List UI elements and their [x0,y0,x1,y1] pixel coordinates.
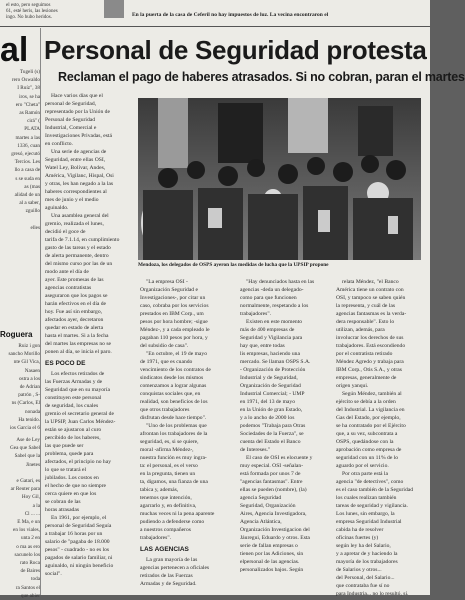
article-text-line: origen yanqui. [336,383,369,389]
left-column-line: sacunelo los [14,551,40,558]
article-text-line: seguridad con un 11% de lo [336,455,399,461]
left-column-line: elles [30,224,40,231]
left-column-line: nte Gil Vica, [13,359,40,366]
article-text-line: por el contratista retirado [336,351,393,357]
left-column-line: Tercios. Les [14,159,40,166]
article-text-line: moral -afirma Méndez-, [140,447,194,453]
article-text-line: personalizados bajos. Según [240,567,304,573]
left-column-line: llo a casa de [14,167,40,174]
article-text-line: Gas del Estado, por ejemplo, [336,415,401,421]
article-text-line: Seguridad y Vigilancia para [240,335,303,341]
article-text-line: utilizan, además, para [336,327,385,333]
top-strip-line: 61, esté heris, las lesiones [6,9,58,14]
article-text-line: están se ajustaron al curo [45,427,102,433]
left-column-line: de Adrian [19,384,40,390]
article-text-line: del subsidio de casa". [140,343,189,349]
article-text-line: El caso de OSI es elocuente y [246,455,313,461]
article-paragraph [240,454,330,574]
article-text-line: disfrutan desde hace tiempo". [140,415,207,421]
article-text-line: pagados de salario familiar, ni [45,555,113,561]
article-text-line: lo que se tratará el [45,467,86,473]
left-column-line: toda [31,576,40,583]
article-text-line: "En octubre, el 19 de mayo [146,351,207,357]
article-text-line: seguridad, es, si se quiere, [140,439,199,445]
article-text-line: quedar en estado de alerta [45,325,104,331]
article-text-line: y otras, les han negado a la las [45,181,114,187]
article-text-line: trabajadores". [240,311,272,317]
top-strip-left-text [6,3,96,21]
article-text-line: Jáuregui, Eduardo y otros. Esta [240,535,310,541]
article-text-line: ponen al día, se inicia el paro. [45,349,112,355]
article-text-line: conquistas sociales que, en [140,391,201,397]
article-text-line: hoy. Fue así sin embargo, [45,309,103,315]
article-text-line: "agencias fantasmas". Entre [240,479,303,485]
article-text-line: los cuales realizan también [336,495,397,501]
article-headline: Personal de Seguridad protesta [44,35,427,65]
article-text-line: de seguridad, los cuales [45,403,99,409]
article-paragraph [140,422,232,542]
top-strip-line: el esto, pero seguimos [6,3,51,8]
article-text-line: Hace varios días que el [51,93,103,99]
article-text-line: tareas de seguridad y vigilancia. [336,503,408,509]
article-text-line: más de 400 empresas de [240,327,295,333]
article-text-line: es el caso también de la Seguridad [336,487,414,493]
article-text-line: Industrial y de Seguridad, [240,375,298,381]
article-column-2 [140,278,232,595]
article-text-line: serie de fallan empresas o [240,543,298,549]
article-text-line: trabajadores. Está escondiendo [336,343,406,349]
article-text-line: comenzamos a lograr algunas [140,383,207,389]
article-text-line: OSPS, quedándose con la [336,439,394,445]
left-column-line: e Gatari, es [16,478,40,484]
article-paragraph [336,278,428,390]
article-text-line: Investigaciones-, por citar un [140,295,206,301]
article-text-line: está formada por unos 7 de [240,471,301,477]
article-paragraph [140,556,232,588]
article-text-line: Armadas y de Seguridad. [140,581,197,587]
article-text-line: las que puede ser [45,443,84,449]
left-column-line: iros, se ha [19,93,40,100]
article-text-line: social". [45,571,62,577]
article-text-line: en la pregunta, tienen un [140,471,196,477]
article-text-line: se cobran de las [45,499,81,505]
article-text-line: Méndez Agredo y trabaja para [336,359,404,365]
article-text-line: afrontan los trabajadores de la [140,431,208,437]
left-column-heading: Roguera [0,330,33,339]
article-column-3 [240,278,330,595]
article-paragraph [45,514,129,578]
article-text-line: Industrial Comercial; - UMP [240,391,305,397]
article-paragraph [45,370,129,514]
left-column-line: zguillo [25,208,40,215]
article-text-line: harán efectivos en el día de [45,301,107,307]
article-text-line: aguinaldo, ni ningún beneficio [45,563,114,569]
article-text-line: "Hay denunciados hasta en las [246,279,315,285]
left-column-line: ar Reuter para [10,486,40,493]
left-column-title: al [0,31,29,69]
article-text-line: Watel Ley, Bolívar, Andes, [45,165,106,171]
article-text-line: mayoría de los trabajadores [336,559,398,565]
article-text-line: Organización Investigacion del [240,527,310,533]
left-column-line: gresó, ejecutó [11,151,40,157]
article-text-line: - Organización de Protección [240,367,306,373]
article-text-line: normalmente, respetando a los [240,303,309,309]
article-text-line: tabica y, además, [140,487,179,493]
article-paragraph [45,212,129,356]
article-text-line: relata Méndez, "el Banco [342,279,399,285]
article-text-line: en 1971, del 13 de mayo [240,399,295,405]
left-column-line: cirá" ( [27,118,40,125]
left-column-line: 1336, cuan [17,142,40,149]
left-column-line: o ma as ero [16,543,40,550]
article-paragraph [45,148,129,212]
article-text-line: Seguridad, Organización [240,503,296,509]
left-column-line: ra Santos el [15,584,40,591]
article-text-line: tarifa de 7.1.14, en cumplimiento [45,237,120,243]
article-text-line: haberes correspondientes al [45,189,107,195]
left-column-line: rero Oswaldo [11,77,40,84]
article-text-line: ellas se pueden (nombre), (la) [240,487,307,493]
article-text-line: nuestra función es muy ingra- [140,455,207,461]
left-column-line: ns (Carlos, El [11,400,40,407]
article-text-line: prestados en IBM Corp., um [140,311,204,317]
article-text-line: aguardo por el servicio. [336,463,389,469]
article-text-line: las Fuerzas Armadas y de [45,379,103,385]
article-paragraph [240,278,330,318]
article-text-line: empresas, generalmente de [336,375,397,381]
article-text-line: agencias -deda un delegado- [240,287,304,293]
article-text-line: a trabajar 16 horas por un [45,531,103,537]
article-text-line: Seguridad que en su mayoría [45,387,110,393]
article-text-line: problema, quede para [45,451,94,457]
article-subheadline: Reclaman el pago de haberes atrasados. Si no cobran, paran el martes [58,70,465,84]
top-strip-caption: En la puerta de la casa de Ceferil no hay impuestos de luz. La vecina encontraron el [132,12,329,18]
article-text-line: tienen por las Adiciones, sin [240,551,304,557]
left-column-line: Hoy Gil, [21,494,40,501]
article-text-line: decidió el goce de [45,229,86,235]
left-column-line: alidad de un [14,192,40,198]
article-text-line: dera responsable". Esto lo [336,319,395,325]
article-text-line: constituyen este personal [45,395,102,401]
left-column-line: ostra a los [18,375,40,382]
article-text-line: Una serie de agencias de [51,149,107,155]
article-text-line: gasto de las tareas y el estado [45,245,111,251]
article-text-line: y a apretar de y haciendo la [336,551,398,557]
left-column-line: Ruiz i gon [18,343,40,349]
article-text-line: el hecho de que no siempre [45,483,107,489]
article-paragraph [336,390,428,470]
article-subtitle: LAS AGENCIAS [140,546,189,553]
article-text-line: de alerta permanente, dentro [45,253,109,259]
article-text-line: agencia Seguridad [240,495,282,501]
left-column-line: patrón , S- [18,392,40,399]
crowd-photo-illustration [138,98,421,260]
article-text-line: agencias fantasmas es la verda- [336,311,407,317]
article-text-line: percibido de los haberes, [45,435,101,441]
article-text-line: oficinas fuertes (y) [336,535,379,541]
article-text-line: de 1971, que es cuando [140,359,193,365]
left-column-line: nonada [25,408,40,415]
article-text-line: en la Unión de gran Estado, [240,407,303,413]
article-text-line: tenemos que intención, [140,495,192,501]
article-text-line: afectados, el principio no hay [45,459,112,465]
article-text-line: de Intereses." [240,447,271,453]
article-text-line: Investigaciones Privadas, está [45,133,112,139]
article-text-line: del martes las empresas no se [45,341,112,347]
article-text-line: Aires, Agencia Investigadora, [240,511,307,517]
article-text-line: de Salarios y otros... [336,567,382,573]
article-text-line: salario de "pagaba de 18.000 [45,539,110,545]
article-text-line: agencia "de detectives", como [336,479,404,485]
article-text-line: cerca quiere en que los [45,491,97,497]
article-text-line: ayer. Este promesas de las [45,277,104,283]
photo-caption: Mendoza, los delegados de OSPS ayeron las medidas de lucha que la UPSIP propone [138,262,329,268]
top-strip-photo [104,0,124,18]
article-text-line: "La empresa OSI - [146,279,188,285]
left-column-line: s se suda en [15,175,40,182]
article-text-line: ejército se debía a la orden [336,399,396,405]
article-text-line: agencias pertenecen a oficiales [140,565,210,571]
article-text-line: América, Vigilanc, Hispal, Osi [45,173,114,179]
article-text-line: y a lo ancho de 2000 los [240,415,295,421]
article-text-line: Seguridad, entre ellas OSI, [45,157,106,163]
article-text-line: realidad, son beneficios de los [140,399,208,405]
article-text-line: que contrataba fue sí no [336,583,390,589]
article-text-line: OSI, y tampoco se saben quién [336,295,406,301]
article-text-line: Por otra parte está la [342,471,388,477]
article-text-line: Existen en este momento [246,319,303,325]
article-text-line: para Industria... no lo resultó, sí. [336,591,409,597]
article-text-line: involucrar los derechos de sus [336,335,404,341]
top-strip-line: ingo. No hubo heridos. [6,15,52,20]
article-text-line: aguinaldo. [45,205,69,211]
article-text-line: aprobación como empresa de [336,447,402,453]
article-text-line: lis empresas, haciendo una [240,351,300,357]
article-text-line: caso, cobraba por los servicios [140,303,209,309]
article-text-line: Industrial, Comercial e [45,125,97,131]
article-text-line: gremio, realizada el lunes, [45,221,104,227]
left-column-line: unta 2 en [20,535,40,542]
article-text-line: según ley ha del Salario, [336,543,391,549]
article-text-line: La gran mayoría de las [146,557,198,563]
left-column-line: Gea que Sabel [10,445,40,452]
article-column-4 [336,278,428,595]
article-text-line: Los lunes, sin embargo, la [336,511,395,517]
article-text-line: en conflicto. [45,141,73,147]
article-text-line: afectados ayer, decretaron [45,317,104,323]
article-text-line: agarrarlo y, en definitiva, [140,503,197,509]
article-text-line: Una asamblea general del [51,213,109,219]
left-column-line: ios Garcia el 6 [9,425,40,431]
article-text-line: Organización de Seguridad [240,383,301,389]
article-paragraph [336,470,428,598]
article-text-line: ta: el personal, es el verso [140,463,198,469]
article-text-line: como para que funcionen [240,295,297,301]
article-text-line: elpersonal de las agencias. [240,559,300,565]
article-text-line: pagaban 110 pesos por hora, y [140,335,208,341]
left-column-line: Tugeli (s) [19,69,40,75]
left-column-line: que abier [20,592,40,599]
article-paragraph [140,278,232,350]
article-text-line: En 1961, por ejemplo, el [51,515,107,521]
article-text-line: se ha contratado por el Ejército [336,423,406,429]
article-text-line: Según Méndez, también al [342,391,402,397]
article-text-line: a nuestros compañeros [140,527,191,533]
left-column-line: E Ma, e un [17,519,40,525]
left-column-line: sancho Morillo [8,351,40,358]
top-strip [0,0,430,28]
article-text-line: mes de junio y el medio [45,197,99,203]
article-photo [138,98,421,260]
left-column-line: de Baires [20,568,40,575]
article-text-line: pudiendo a defenderse como [140,519,205,525]
article-text-line: que, a su vez, subcontrata a [336,431,398,437]
article-text-line: Organización Seguridad e [140,287,198,293]
article-text-line: cabida ha de resolver [336,527,384,533]
article-text-line: América tiene un contrato con [336,287,404,293]
left-column-line: a la [32,502,40,509]
left-column-line: rato Roca [19,560,40,566]
article-text-line: del mismo curso por las de un [45,261,113,267]
article-text-line: aseguraron que los pagos se [45,293,108,299]
article-text-line: IBM Corp., Otis S.A., y otras [336,367,402,373]
left-column-line: Cl ... ... [24,510,40,517]
article-text-line: Los efectos retirados de [51,371,105,377]
article-text-line: Agencia Atlántica, [240,519,282,525]
article-text-line: Sociedades de la Fuerza", se [240,431,304,437]
article-text-line: "Uno de los problemas que [146,423,207,429]
article-text-line: vencimiento de los contratos de [140,367,211,373]
article-text-line: jubilados. Los costos en [45,475,99,481]
article-text-line: la UPSIP, Juan Carlos Méndez- [45,419,116,425]
article-text-line: mercado. Se llaman OSPS S.A. [240,359,311,365]
article-text-line: modo ante el día de [45,269,89,275]
article-text-line: Méndez-, y a cada empleado le [140,327,210,333]
left-column-line: Jinetes [25,461,40,468]
left-column-line: al a saber, [19,200,40,207]
article-text-line: Personal de Seguridad [45,117,96,123]
article-text-line: pesos por hora hombre; -sigue [140,319,208,325]
article-paragraph [45,92,129,148]
left-column-line: martes a las [15,134,40,141]
article-text-line: retirados de las Fuerzas [140,573,193,579]
left-adjacent-column [0,28,41,599]
left-column-line: en los viales, [13,527,40,534]
left-column-line: Ha tenido. [18,416,40,423]
left-column-line: PLATA [24,126,40,133]
article-text-line: muy especial. OSI -señalan- [240,463,304,469]
article-text-line: muchas veces ni la pena aparente [140,511,215,517]
article-text-line: hasta el martes. Si a la fecha [45,333,109,339]
article-column-1 [45,92,129,595]
article-text-line: la representa, y cuál de las [336,303,396,309]
article-text-line: representado por la Unión de [45,109,110,115]
article-text-line: sindicatos desde los mismos [140,375,204,381]
article-text-line: agencias contratistas [45,285,92,291]
article-paragraph [240,318,330,454]
article-subtitle: ES POCO DE [45,360,86,367]
article-text-line: del Personal, del Salario... [336,575,395,581]
left-column-line: as (mas [24,183,40,190]
top-strip-rule [0,26,430,27]
article-text-line: del Industrial. La vigilancia en [336,407,405,413]
left-column-line: Sabel que la [14,453,40,460]
article-text-line: empresa Seguridad Industrial [336,519,402,525]
article-text-line: gremio el secretario general de [45,411,114,417]
article-text-line: personal de Seguridad Seguía [45,523,112,529]
left-column-line: Ase de Ley [16,437,40,443]
left-column-line: ero "Cheta" [15,101,40,108]
article-text-line: que otros trabajadores [140,407,190,413]
left-column-line: as Ramón [19,110,40,116]
left-column-line: I Ruíz", 38 [17,85,40,92]
article-text-line: personal de Seguridad, [45,101,97,107]
article-paragraph [140,350,232,422]
article-text-line: podemos "Trabaja para Otras [240,423,306,429]
article-text-line: pesos" - cuadrado - no es los [45,547,110,553]
article-text-line: trabajadores". [140,535,172,541]
article-text-line: hay que, entre todas [240,343,285,349]
article-text-line: cuenta del Estado el Banco [240,439,301,445]
left-column-line: Nasaen [24,367,40,374]
article-text-line: horas atrasadas [45,507,80,513]
article-text-line: ta, digamos, una fianza de una [140,479,208,485]
